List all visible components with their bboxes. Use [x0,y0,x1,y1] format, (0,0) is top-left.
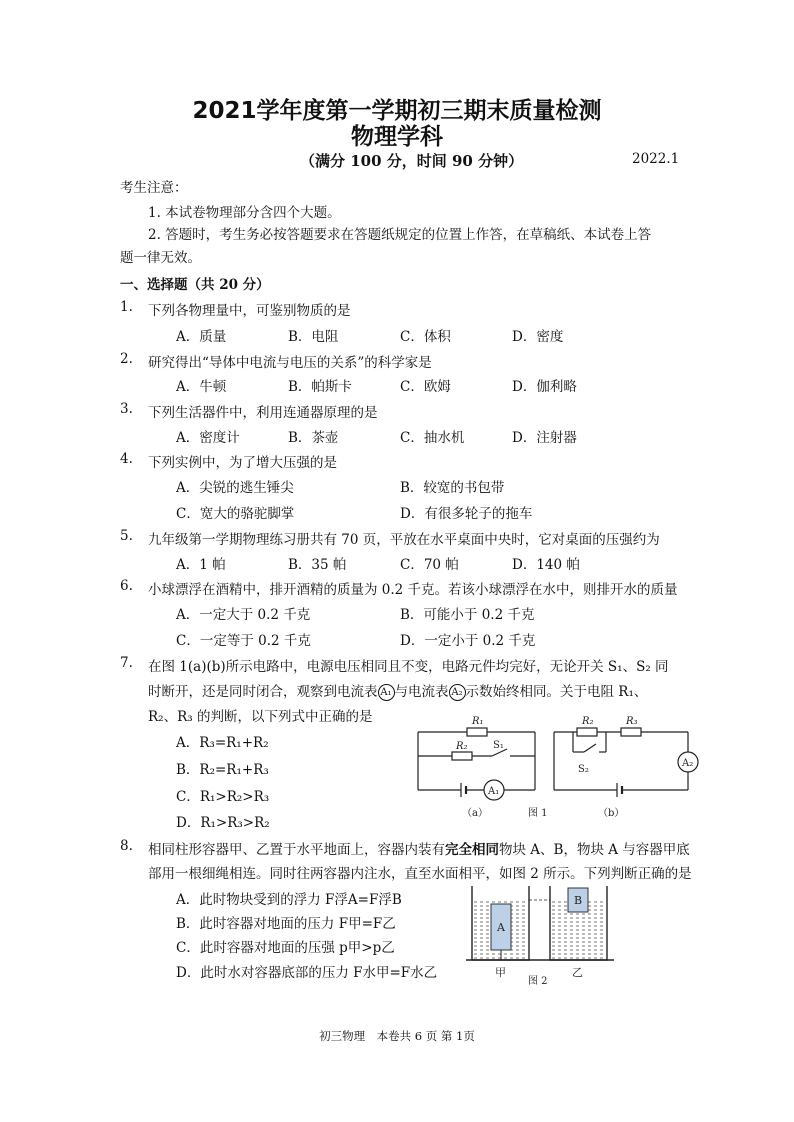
resistor-r1-label: R₁ [472,716,484,727]
question-stem-line2: 时断开，还是同时闭合，观察到电流表 A₁ 与电流表 A₂ 示数始终相同。关于电阻 R₁、 [148,684,648,700]
question-number: 5. [120,528,133,544]
exam-subtitle: （满分 100 分，时间 90 分钟） [300,152,524,170]
option-a: A．质量 [176,329,227,345]
option-b: B．茶壶 [288,430,339,446]
option-c: C．抽水机 [400,430,465,446]
option-c: C．一定等于 0.2 千克 [176,633,311,649]
question-number: 1. [120,299,133,315]
question-number: 7. [120,655,133,671]
resistor-r3-label: R₃ [626,716,638,727]
option-a: A．密度计 [176,430,240,446]
container-jia-label: 甲 [495,966,506,979]
figure-2-containers [462,880,622,990]
subject-title: 物理学科 [351,124,443,150]
option-a: A．牛顿 [176,379,227,395]
exam-title: 2021学年度第一学期初三期末质量检测 [192,98,602,124]
option-d: D．有很多轮子的拖车 [400,506,533,522]
figure-1b-label: （b） [598,808,625,819]
option-c: C．70 帕 [400,557,459,573]
question-stem-line2: 部用一根细绳相连。同时往两容器内注水，直至水面相平，如图 2 所示。下列判断正确的是 [148,866,692,882]
option-c: C．体积 [400,329,451,345]
question-stem: 小球漂浮在酒精中，排开酒精的质量为 0.2 千克。若该小球漂浮在水中，则排开水的质量 [148,582,678,598]
question-stem: 下列生活器件中，利用连通器原理的是 [148,405,378,421]
option-c: C．欧姆 [400,379,451,395]
option-d: D．一定小于 0.2 千克 [400,633,536,649]
page-footer: 初三物理 本卷共 6 页 第 1页 [319,1029,475,1043]
figure-1-circuits [410,712,710,822]
option-d: D．140 帕 [512,557,580,573]
notice-item-2: 2. 答题时，考生务必按答题要求在答题纸规定的位置上作答，在草稿纸、本试卷上答 [148,227,652,243]
container-yi-label: 乙 [572,966,583,979]
notice-item-2-cont: 题一律无效。 [120,250,201,266]
question-number: 6. [120,578,133,594]
question-stem: 下列实例中，为了增大压强的是 [148,455,337,471]
question-stem: 九年级第一学期物理练习册共有 70 页，平放在水平桌面中央时，它对桌面的压强约为 [148,532,660,548]
ammeter-a2-symbol: A₂ [449,684,466,701]
question-stem-line1: 在图 1(a)(b)所示电路中，电源电压相同且不变，电路元件均完好，无论开关 S₁、S₂ 同 [148,659,669,675]
question-stem-line1: 相同柱形容器甲、乙置于水平地面上，容器内装有完全相同物块 A、B，物块 A 与容器甲底 [148,842,690,858]
option-d: D．注射器 [512,430,577,446]
option-a: A．1 帕 [176,557,226,573]
option-d: D．R₁>R₃>R₂ [176,815,270,831]
option-a: A．一定大于 0.2 千克 [176,607,311,623]
option-b: B．R₂=R₁+R₃ [176,762,269,778]
option-b: B．电阻 [288,329,339,345]
notice-item-1: 1. 本试卷物理部分含四个大题。 [148,205,341,221]
exam-date: 2022.1 [632,151,680,167]
ammeter-a1-label: A₁ [488,786,500,797]
figure-1a-label: （a） [462,808,488,819]
option-a: A．此时物块受到的浮力 F浮A=F浮B [176,892,402,908]
option-b: B．此时容器对地面的压力 F甲=F乙 [176,916,396,932]
question-stem: 研究得出“导体中电流与电压的关系”的科学家是 [148,355,432,371]
question-number: 4. [120,451,133,467]
block-a-label: A [497,921,505,934]
option-b: B．35 帕 [288,557,347,573]
question-stem: 下列各物理量中，可鉴别物质的是 [148,303,351,319]
ammeter-a2-label: A₂ [682,758,694,769]
question-stem-line3: R₂、R₃ 的判断，以下列式中正确的是 [148,709,373,725]
question-number: 8. [120,838,133,854]
block-b-label: B [574,894,583,907]
question-number: 3. [120,401,133,417]
ammeter-a1-symbol: A₁ [378,684,395,701]
option-b: B．较宽的书包带 [400,480,505,496]
switch-s2-label: S₂ [578,764,589,775]
option-c: C．宽大的骆驼脚掌 [176,506,295,522]
figure-2-caption: 图 2 [528,976,548,987]
option-b: B．帕斯卡 [288,379,352,395]
option-d: D．伽利略 [512,379,577,395]
option-c: C．R₁>R₂>R₃ [176,789,270,805]
resistor-r2-b-label: R₂ [582,716,594,727]
option-a: A．R₃=R₁+R₂ [176,735,269,751]
switch-s1-label: S₁ [493,740,504,751]
option-a: A．尖锐的逃生锤尖 [176,480,294,496]
figure-1-caption: 图 1 [528,808,548,819]
option-b: B．可能小于 0.2 千克 [400,607,535,623]
section-heading: 一、选择题（共 20 分） [120,277,270,293]
emphasis-text: 完全相同 [445,842,499,858]
option-d: D．密度 [512,329,564,345]
notice-heading: 考生注意： [120,180,188,196]
option-c: C．此时容器对地面的压强 p甲>p乙 [176,940,395,956]
resistor-r2-label: R₂ [456,741,468,752]
option-d: D．此时水对容器底部的压力 F水甲=F水乙 [176,965,438,981]
question-number: 2. [120,351,133,367]
